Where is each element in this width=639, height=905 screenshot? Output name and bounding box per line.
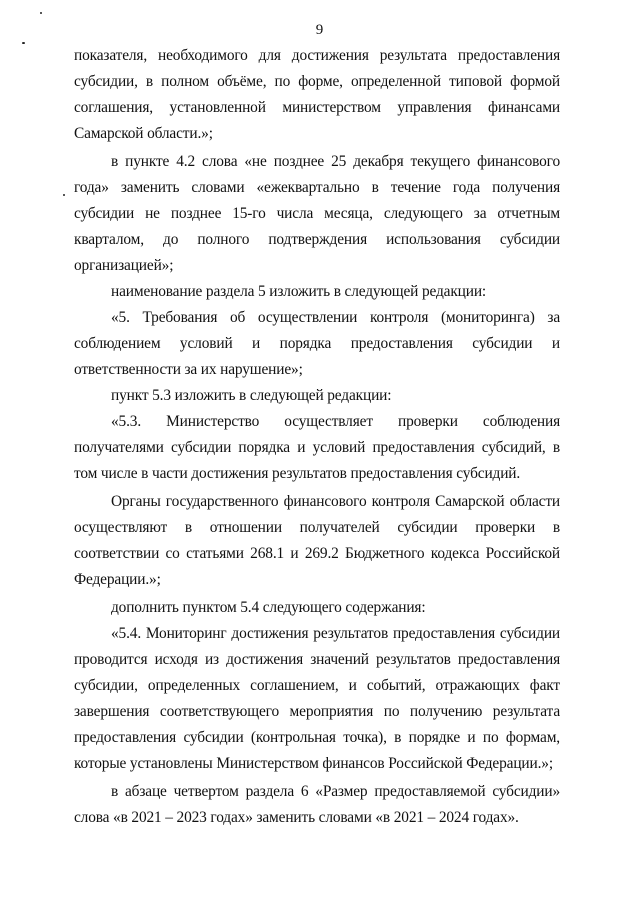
text-line: в пункте 4.2 слова «не позднее 25 декабря текущего финансового — [111, 153, 560, 170]
text-line: которые установлены Министерством финансов Российской Федерации.»; — [74, 755, 553, 772]
text-line: Федерации.»; — [74, 571, 161, 588]
text-line: пункт 5.3 изложить в следующей редакции: — [111, 387, 392, 404]
scan-speck — [40, 12, 42, 14]
text-line: субсидии не позднее 15-го числа месяца, следующего за отчетным — [74, 205, 560, 222]
scan-speck — [22, 42, 25, 44]
text-line: завершения соответствующего мероприятия по получению результата — [74, 703, 560, 720]
text-line: «5.4. Мониторинг достижения результатов предоставления субсидии — [111, 625, 560, 642]
text-line: ответственности за их нарушение»; — [74, 361, 303, 378]
text-line: дополнить пунктом 5.4 следующего содержания: — [111, 599, 426, 616]
scan-speck — [63, 194, 65, 196]
page-number: 9 — [315, 22, 324, 38]
text-line: Самарской области.»; — [74, 125, 213, 142]
text-line: том числе в части достижения результатов предоставления субсидий. — [74, 465, 521, 482]
text-line: Органы государственного финансового контроля Самарской области — [111, 493, 560, 510]
text-line: субсидии, определенных соглашением, и событий, отражающих факт — [74, 677, 560, 694]
text-line: осуществляют в отношении получателей субсидии проверки в — [74, 519, 560, 536]
text-line: соблюдением условий и порядка предоставления субсидии и — [74, 335, 560, 352]
text-line: предоставления субсидии (контрольная точка), в порядке и по формам, — [74, 729, 560, 746]
text-line: в абзаце четвертом раздела 6 «Размер предоставляемой субсидии» — [111, 783, 560, 800]
text-line: «5. Требования об осуществлении контроля (мониторинга) за — [111, 309, 560, 326]
text-line: организацией»; — [74, 257, 174, 274]
text-line: проводится исходя из достижения значений результатов предоставления — [74, 651, 560, 668]
text-line: показателя, необходимого для достижения результата предоставления — [74, 47, 560, 64]
text-line: года» заменить словами «ежеквартально в течение года получения — [74, 179, 560, 196]
text-line: получателями субсидии порядка и условий предоставления субсидий, в — [74, 439, 560, 456]
text-line: субсидии, в полном объёме, по форме, определенной типовой формой — [74, 73, 560, 90]
text-line: соглашения, установленной министерством управления финансами — [74, 99, 560, 116]
text-line: слова «в 2021 – 2023 годах» заменить словами «в 2021 – 2024 годах». — [74, 809, 519, 826]
text-line: наименование раздела 5 изложить в следующей редакции: — [111, 283, 487, 300]
text-line: «5.3. Министерство осуществляет проверки соблюдения — [111, 413, 560, 430]
text-line: соответствии со статьями 268.1 и 269.2 Бюджетного кодекса Российской — [74, 545, 560, 562]
text-line: кварталом, до полного подтверждения использования субсидии — [74, 231, 560, 248]
